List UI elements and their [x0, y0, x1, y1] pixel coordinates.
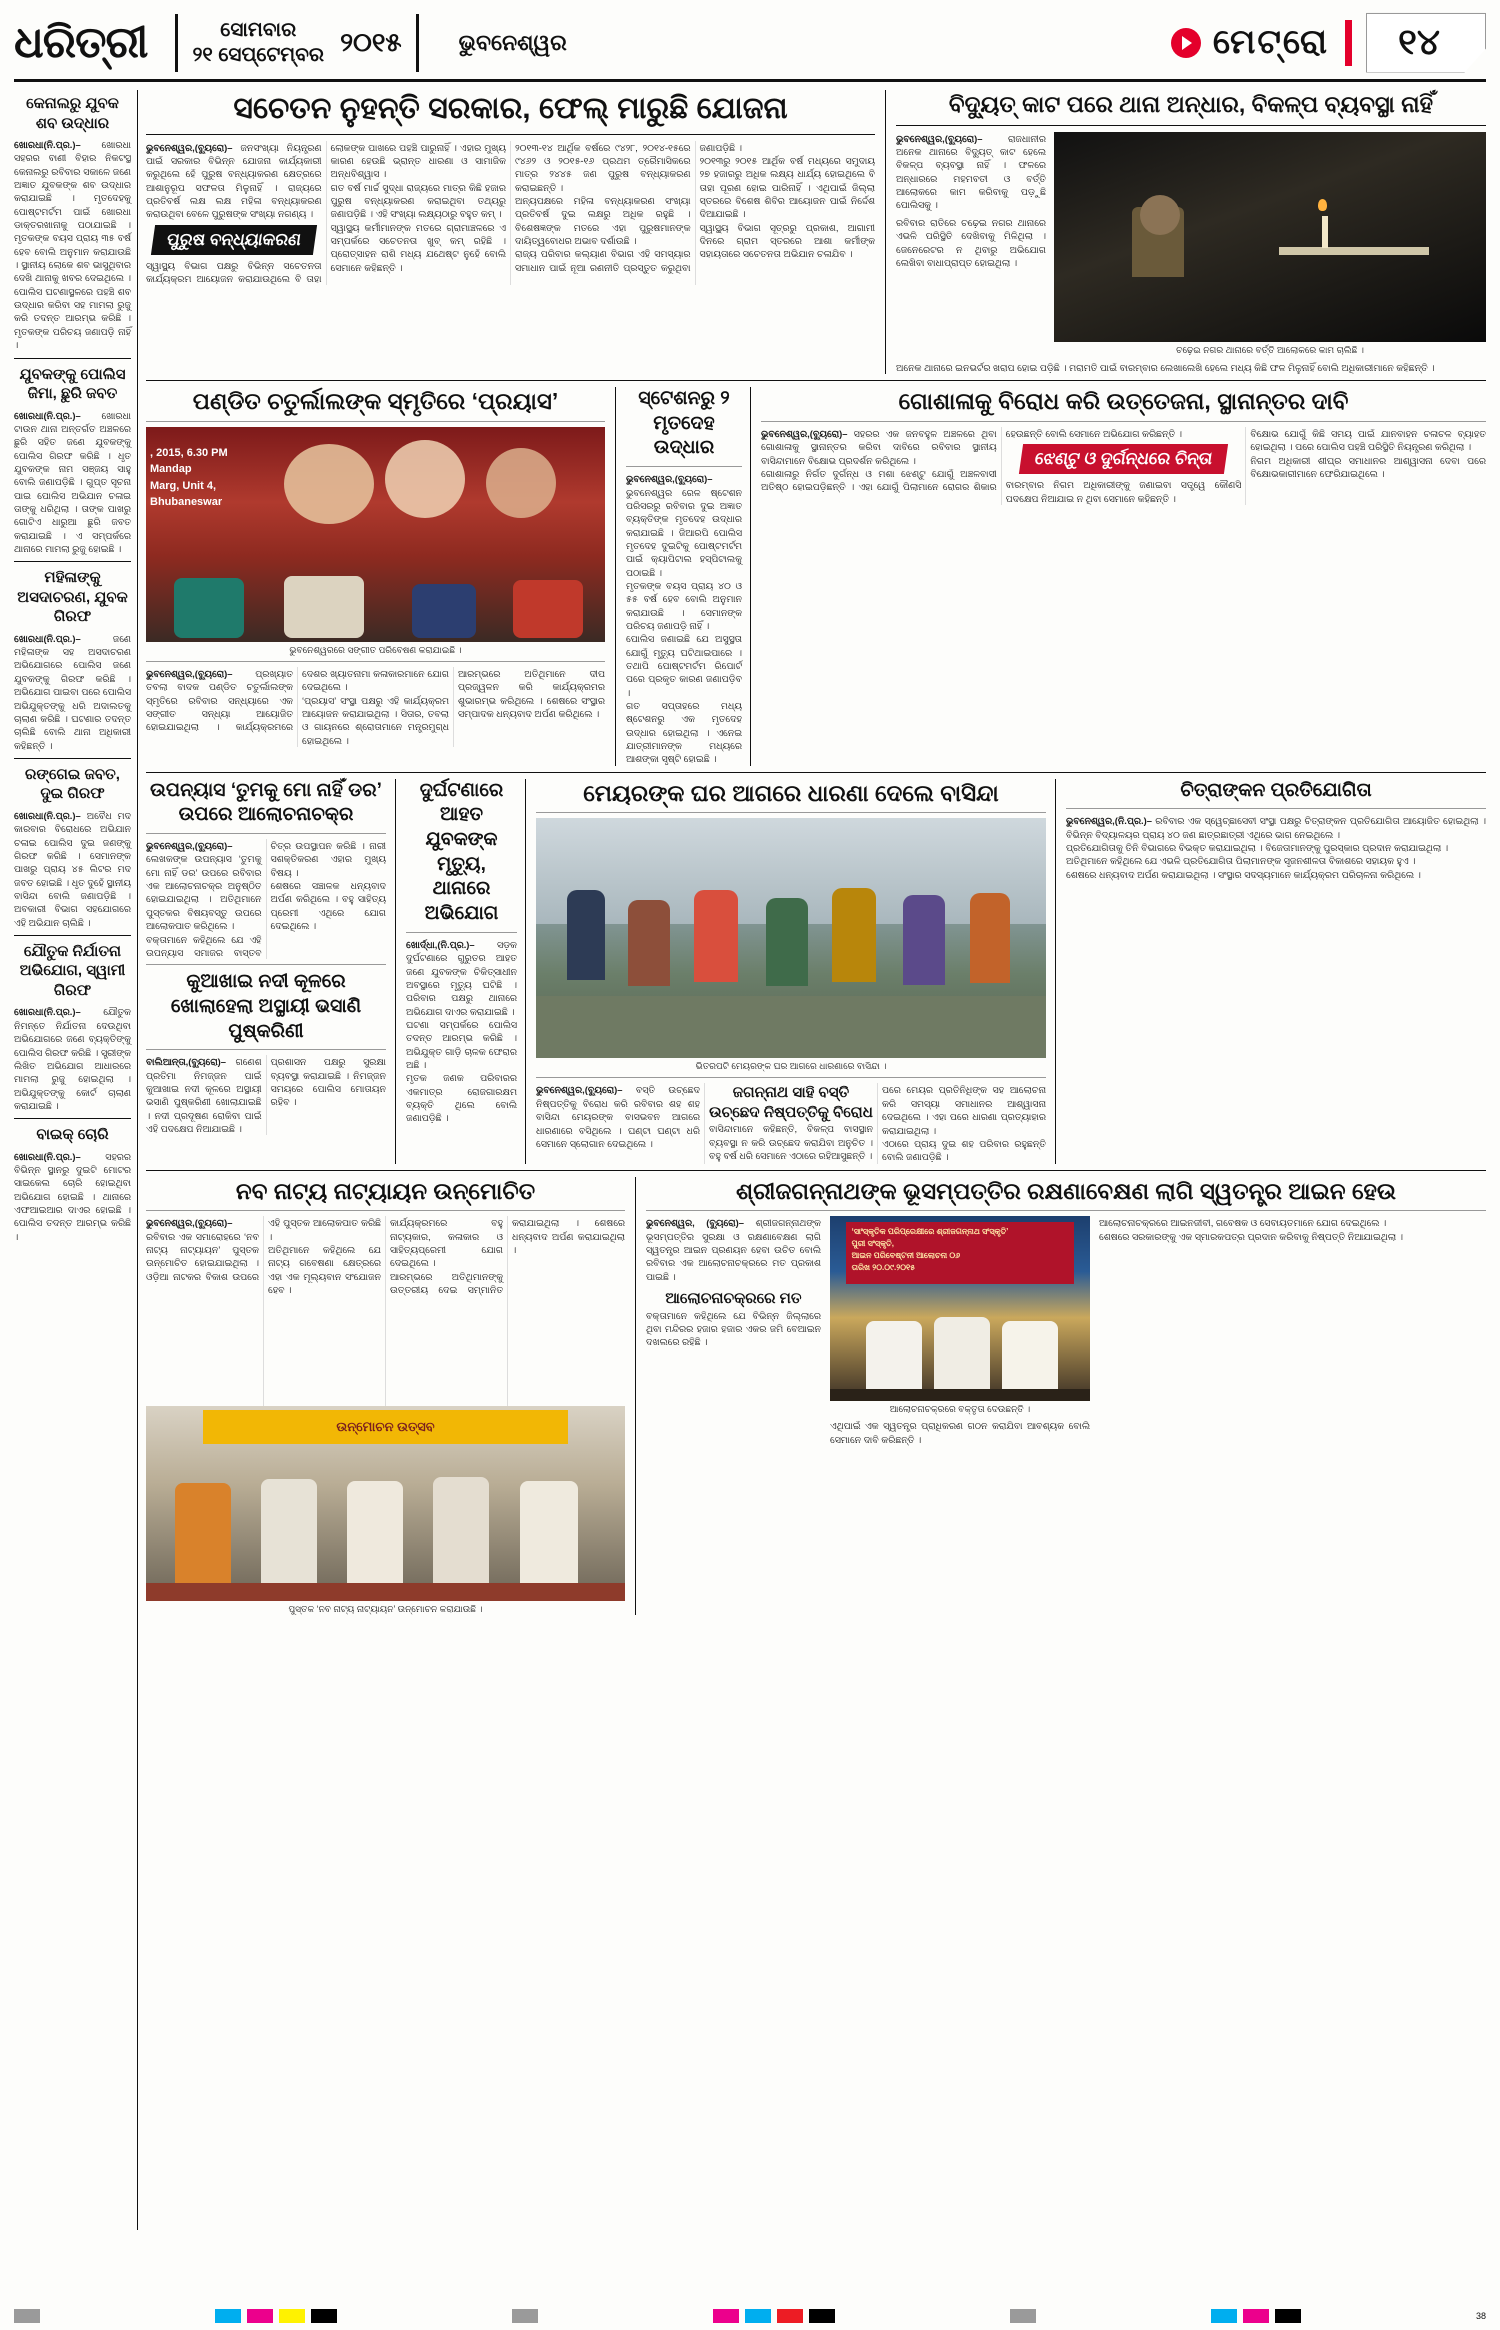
theatre-story [146, 1177, 636, 1616]
dateline: ଭୁବନେଶ୍ୱର,(ବ୍ୟୁରୋ)– [146, 840, 233, 852]
mayor-subheadline: ଜଗନ୍ନାଥ ସାହି ବସ୍ତି ଉଚ୍ଛେଦ ନିଷ୍ପତ୍ତିକୁ ବିରୋଧ [709, 1084, 873, 1121]
goshala-text: ବାରମ୍ବାର ନିଗମ ଅଧିକାରୀଙ୍କୁ ଜଣାଇବା ସତ୍ତ୍ୱେ କୌଣସି ପଦକ୍ଷେପ ନିଆଯାଇ ନ ଥିବା ସେମାନେ କହିଛନ୍ତି । [1005, 479, 1242, 504]
theatre-headline: ନବ ନାଟ୍ୟ ନାଟ୍ୟାୟନ ଉନ୍ମୋଚିତ [235, 1177, 536, 1204]
drown-para [406, 938, 517, 1018]
mayor-photo-caption: ଭିତରପଟି ମେୟରଙ୍କ ଘର ଆଗରେ ଧାରଣାରେ ବାସିନ୍ଦା । [695, 1061, 887, 1072]
dateline: ଭୁବନେଶ୍ୱର,(ବ୍ୟୁରୋ)– [626, 473, 713, 485]
dateline: ଖୋରଧା(ନି.ପ୍ର.)– [14, 1006, 81, 1018]
reg-swatch-magenta-2 [713, 2309, 739, 2323]
art-headline: ଚିତ୍ରାଙ୍କନ ପ୍ରତିଯୋଗିତା [1180, 779, 1372, 801]
newspaper-logo: ଧରିତ୍ରୀ [14, 17, 148, 67]
lead-text: ସ୍ୱାସ୍ଥ୍ୟ ବିଭାଗ ସୂତ୍ରରୁ ପ୍ରକାଶ, ଆଗାମୀ ଦିନରେ ଗ୍ରାମ ସ୍ତରରେ ଆଶା କର୍ମୀଙ୍କ ସହାୟତାରେ ସଚେତନତା ଅଭିଯାନ ଚଳାଯିବ । [699, 221, 875, 260]
brief-text: ଜଣେ ମହିଳାଙ୍କ ସହ ଅସଦାଚରଣ ଅଭିଯୋଗରେ ପୋଲିସ ଜଣେ ଯୁବକଙ୍କୁ ଗିରଫ କରିଛି । ଅଭିଯୋଗ ପାଇବା ପରେ ପୋଲିସ ଅଭିଯୁକ୍ତଙ୍କୁ ଧରି ଅଦାଲତକୁ ଚାଲାଣ କରିଛି । ଘଟଣାର ତଦନ୍ତ ଚାଲିଛି ବୋଲି ଥାନା ଅଧିକାରୀ କହିଛନ୍ତି । [14, 632, 131, 751]
power-story [896, 90, 1486, 374]
brief-body [14, 138, 131, 352]
reg-swatch-magenta-3 [1243, 2309, 1269, 2323]
art-text: ଶେଷରେ ଧନ୍ୟବାଦ ଅର୍ପଣ କରାଯାଇଥିଲା । ସଂସ୍ଥାର ସଦସ୍ୟମାନେ କାର୍ଯ୍ୟକ୍ରମ ପରିଚାଳନା କରିଥିଲେ । [1066, 868, 1421, 880]
goshala-text: ବିକ୍ଷୋଭ ଯୋଗୁଁ କିଛି ସମୟ ପାଇଁ ଯାନବାହନ ଚଳାଚଳ ବ୍ୟାହତ ହୋଇଥିଲା । ପରେ ପୋଲିସ ପହଞ୍ଚି ପରିସ୍ଥିତି ନିୟନ୍ତ୍ରଣ କରିଥିଲା । [1250, 427, 1486, 453]
brief-text: ଅବୈଧ ମଦ କାରବାର ବିରୋଧରେ ଅଭିଯାନ ଚଳାଇ ପୋଲିସ ଦୁଇ ଜଣଙ୍କୁ ଗିରଫ କରିଛି । ସେମାନଙ୍କ ପାଖରୁ ପ୍ରାୟ ୪୫ ଲିଟର ମଦ ଜବତ ହୋଇଛି । ଧୃତ ଦୁହେଁ ସ୍ଥାନୀୟ ବାସିନ୍ଦା ବୋଲି ଜଣାପଡ଼ିଛି । ଅବକାରୀ ବିଭାଗ ସହଯୋଗରେ ଏହି ଅଭିଯାନ ଚାଲିଛି । [14, 809, 132, 928]
brief-women [14, 568, 131, 752]
page-number: ୧୪ [1398, 20, 1440, 62]
lead-text: ୨୦୧୩ରୁ ୨୦୧୫ ଆର୍ଥିକ ବର୍ଷ ମଧ୍ୟରେ ସମୁଦାୟ ୨୭ ହଜାରରୁ ଅଧିକ ଲକ୍ଷ୍ୟ ଧାର୍ଯ୍ୟ ହୋଇଥିଲେ ବି ତାହା ପୂରଣ ହୋଇ ପାରିନାହିଁ । ଏଥିପାଇଁ ଜିଲ୍ଲା ସ୍ତରରେ ବିଶେଷ ଶିବିର ଆୟୋଜନ ପାଇଁ ନିର୍ଦ୍ଦେଶ ଦିଆଯାଇଛି । [699, 154, 875, 220]
brief-body [14, 409, 131, 556]
poster-line-2: Mandap [150, 463, 192, 476]
drown-text: ମୃତକ ଜଣକ ପରିବାରର ଏକମାତ୍ର ରୋଜଗାରକ୍ଷମ ବ୍ୟକ୍ତି ଥିଲେ ବୋଲି ଜଣାପଡ଼ିଛି । [406, 1072, 517, 1124]
concert-story [146, 387, 616, 766]
poster-line-1: , 2015, 6.30 PM [150, 446, 228, 459]
dateline: ଖୋର୍ଦ୍ଧା,(ନି.ପ୍ର.)– [406, 938, 475, 950]
lead-headline: ସଚେତନ ନୁହନ୍ତି ସରକାର, ଫେଲ୍ ମାରୁଛି ଯୋଜନା [233, 92, 788, 125]
masthead-day: ସୋମବାର [220, 18, 297, 41]
goshala-kicker-badge: ଝେଣ୍ଟୁ ଓ ଦୁର୍ଗନ୍ଧରେ ଚିନ୍ତା [1019, 444, 1228, 474]
masthead [14, 10, 1486, 82]
dateline: ଭୁବନେଶ୍ୱର,(ବ୍ୟୁରୋ)– [146, 1217, 233, 1229]
brief-text: ସହରର ବିଭିନ୍ନ ସ୍ଥାନରୁ ଦୁଇଟି ମୋଟର ସାଇକେଲ ଚୋରି ହୋଇଥିବା ଅଭିଯୋଗ ହୋଇଛି । ଥାନାରେ ଏଫଆଇଆର ଦାଏର ହୋଇଛି । ପୋଲିସ ତଦନ୍ତ ଆରମ୍ଭ କରିଛି । [14, 1150, 131, 1242]
river-body [146, 1055, 386, 1135]
dateline: ଭୁବନେଶ୍ୱର,(ବ୍ୟୁରୋ)– [761, 427, 848, 439]
temple-text: ଶେଷରେ ସରକାରଙ୍କୁ ଏକ ସ୍ମାରକପତ୍ର ପ୍ରଦାନ କରିବାକୁ ନିଷ୍ପତ୍ତି ନିଆଯାଇଥିଲା । [1099, 1230, 1403, 1242]
masthead-date-text: ୨୧ ସେପ୍ଟେମ୍ବର [192, 43, 325, 66]
lead-text: ସ୍ୱାସ୍ଥ୍ୟ ବିଭାଗ ପକ୍ଷରୁ ବିଭିନ୍ନ ସଚେତନତା କାର୍ଯ୍ୟକ୍ରମ ଆୟୋଜନ କରାଯାଉଥିଲେ ବି ତାହା ଲୋକଙ୍କ ପାଖରେ ପହଞ୍ଚି ପାରୁନାହିଁ । ଏହାର ମୁଖ୍ୟ କାରଣ ହେଉଛି ଭ୍ରାନ୍ତ ଧାରଣା ଓ ସାମାଜିକ ଅନ୍ଧବିଶ୍ୱାସ । [146, 141, 506, 284]
brief-headline: ବାଇକ୍ ଚୋରି [36, 1126, 109, 1144]
power-text: ରବିବାର ରାତିରେ ଚଢ଼େଇ ନଗର ଥାନାରେ ଏଭଳି ପରିସ୍ଥିତି ଦେଖିବାକୁ ମିଳିଥିଲା । ଜେନେରେଟର ନ ଥିବାରୁ ଅଭିଯୋଗ ଲେଖିବା ବାଧାପ୍ରାପ୍ତ ହୋଇଥିଲା । [896, 216, 1046, 268]
novel-text: ବକ୍ତାମାନେ କହିଥିଲେ ଯେ ଏହି ଉପନ୍ୟାସ ସମାଜର ବାସ୍ତବ ଚିତ୍ର ଉପସ୍ଥାପନ କରିଛି । ନାରୀ ସଶକ୍ତିକରଣ ଏହାର ମୁଖ୍ୟ ବିଷୟ । [146, 840, 386, 958]
dateline: ଭୁବନେଶ୍ୱର, (ବ୍ୟୁରୋ)– [646, 1217, 744, 1229]
novel-body [146, 839, 386, 959]
mortuary-story [626, 387, 751, 766]
brief-liquor [14, 765, 131, 929]
lead-kicker-badge: ପୁରୁଷ ବନ୍ଧ୍ୟାକରଣ [151, 225, 317, 255]
mayor-text: ବସ୍ତି ଉଚ୍ଛେଦ ନିଷ୍ପତ୍ତିକୁ ବିରୋଧ କରି ରବିବାର ଶହ ଶହ ବାସିନ୍ଦା ମେୟରଙ୍କ ବାସଭବନ ଆଗରେ ଧାରଣାରେ ବସିଥିଲେ । ଘଣ୍ଟା ଘଣ୍ଟା ଧରି ସେମାନେ ସ୍ଲୋଗାନ ଦେଇଥିଲେ । [536, 1084, 700, 1149]
poster-line-4: Bhubaneswar [150, 496, 223, 509]
lead-kicker-wrap [146, 221, 322, 259]
brief-headline: ଯୁବକଙ୍କୁ ପୋଲିସ ଜିମା, ଛୁରି ଜବତ [19, 365, 126, 402]
power-text: ଅନେକ ଥାନାରେ ଇନଭର୍ଟର ଖରାପ ହୋଇ ପଡ଼ିଛି । ମରାମତି ପାଇଁ ବାରମ୍ବାର ଲେଖାଲେଖି ହେଲେ ମଧ୍ୟ କିଛି ଫଳ ମିଳୁନାହିଁ ବୋଲି ଅଧିକାରୀମାନେ କହିଛନ୍ତି । [896, 361, 1435, 373]
dateline: ଖୋରଧା(ନି.ପ୍ର.)– [14, 632, 81, 644]
mayor-story [536, 779, 1056, 1164]
page-content [14, 90, 1486, 2230]
goshala-text: ସହରର ଏକ ଜନବହୁଳ ଅଞ୍ଚଳରେ ଥିବା ଗୋଶାଳାକୁ ସ୍ଥାନାନ୍ତର କରିବା ଦାବିରେ ରବିବାର ସ୍ଥାନୀୟ ବାସିନ୍ଦାମାନେ ବିକ୍ଷୋଭ ପ୍ରଦର୍ଶନ କରିଥିଲେ । [761, 427, 997, 466]
dateline: ଖୋରଧା(ନି.ପ୍ର.)– [14, 1150, 81, 1162]
temple-story [646, 1177, 1486, 1616]
art-text: ରବିବାର ଏକ ସ୍ୱେଚ୍ଛାସେବୀ ସଂସ୍ଥା ପକ୍ଷରୁ ଚିତ୍ରାଙ୍କନ ପ୍ରତିଯୋଗିତା ଆୟୋଜିତ ହୋଇଥିଲା । ବିଭିନ୍ନ ବିଦ୍ୟାଳୟର ପ୍ରାୟ ୪୦ ଜଣ ଛାତ୍ରଛାତ୍ରୀ ଏଥିରେ ଭାଗ ନେଇଥିଲେ । [1066, 815, 1486, 840]
section-name: ମେଟ୍ରୋ [1212, 23, 1329, 61]
brief-body [14, 632, 131, 752]
mayor-text: ଏଠାରେ ପ୍ରାୟ ଦୁଇ ଶହ ପରିବାର ରହୁଛନ୍ତି ବୋଲି ଜଣାପଡ଼ିଛି । [882, 1137, 1046, 1163]
lead-text: ସ୍ୱାସ୍ଥ୍ୟ କର୍ମୀମାନଙ୍କ ମତରେ ଗ୍ରାମାଞ୍ଚଳରେ ଏ ସମ୍ପର୍କରେ ସଚେତନତା ଖୁବ୍ କମ୍ ରହିଛି । ପ୍ରୋତ୍ସାହନ ରାଶି ମଧ୍ୟ ଯଥେଷ୍ଟ ନୁହେଁ ବୋଲି ସେମାନେ କହିଛନ୍ତି । [330, 221, 506, 273]
temple-photo [830, 1216, 1090, 1401]
drown-text: ସଡ଼କ ଦୁର୍ଘଟଣାରେ ଗୁରୁତର ଆହତ ଜଣେ ଯୁବକଙ୍କ ଚିକିତ୍ସାଧୀନ ଅବସ୍ଥାରେ ମୃତ୍ୟୁ ଘଟିଛି । ପରିବାର ପକ୍ଷରୁ ଥାନାରେ ଅଭିଯୋଗ ଦାଏର କରାଯାଇଛି । [406, 938, 517, 1017]
drown-headline: ଦୁର୍ଘଟଣାରେ ଆହତ ଯୁବକଙ୍କ ମୃତ୍ୟୁ, ଥାନାରେ ଅଭିଯୋଗ [419, 779, 504, 925]
masthead-date [192, 18, 324, 68]
brief-text: ଖୋରଧା ଟାଉନ ଥାନା ଅନ୍ତର୍ଗତ ଅଞ୍ଚଳରେ ଛୁରି ସହିତ ଜଣେ ଯୁବକଙ୍କୁ ପୋଲିସ ଗିରଫ କରିଛି । ଧୃତ ଯୁବକଙ୍କ ନାମ ସଞ୍ଜୟ ସାହୁ ବୋଲି ଜଣାପଡ଼ିଛି । ଗୁପ୍ତ ସୂଚନା ପାଇ ପୋଲିସ ଅଭିଯାନ ଚଳାଇ ତାଙ୍କୁ ଧରିଥିଲା । ତାଙ୍କ ପାଖରୁ ଗୋଟିଏ ଧାରୁଆ ଛୁରି ଜବତ କରାଯାଇଛି । ଏ ସମ୍ପର୍କରେ ଥାନାରେ ମାମଲା ରୁଜୁ ହୋଇଛି । [14, 409, 131, 554]
temple-photo-caption: ଆଲୋଚନାଚକ୍ରରେ ବକ୍ତୃତା ଦେଉଛନ୍ତି । [889, 1404, 1031, 1415]
reg-swatch-grey [14, 2309, 40, 2323]
mortuary-para [626, 472, 742, 579]
temple-subheadline: ଆଲୋଚନାଚକ୍ରରେ ମତ [665, 1290, 802, 1307]
poster-line-3: Marg, Unit 4, [150, 479, 217, 492]
lead-story [146, 90, 886, 374]
dateline: ଭୁବନେଶ୍ୱର,(ବ୍ୟୁରୋ)– [146, 667, 233, 679]
novel-text: ଶେଷରେ ସଞ୍ଚାଳକ ଧନ୍ୟବାଦ ଅର୍ପଣ କରିଥିଲେ । ବହୁ ସାହିତ୍ୟ ପ୍ରେମୀ ଏଥିରେ ଯୋଗ ଦେଇଥିଲେ । [270, 880, 386, 932]
reg-swatch-yellow [279, 2309, 305, 2323]
row-second [146, 387, 1486, 766]
brief-body [14, 1150, 131, 1243]
temple-headline: ଶ୍ରୀଜଗନ୍ନାଥଙ୍କ ଭୂସମ୍ପତ୍ତିର ରକ୍ଷଣାବେକ୍ଷଣ ଲାଗି ସ୍ୱତନ୍ତ୍ର ଆଇନ ହେଉ [735, 1177, 1397, 1204]
lead-text: ଗତ ବର୍ଷ ମାର୍ଚ୍ଚ ସୁଦ୍ଧା ରାଜ୍ୟରେ ମାତ୍ର କିଛି ହଜାର ପୁରୁଷ ବନ୍ଧ୍ୟାକରଣ କରାଇଥିବା ତଥ୍ୟରୁ ଜଣାପଡ଼ିଛି । ଏହି ସଂଖ୍ୟା ଲକ୍ଷ୍ୟଠାରୁ ବହୁତ କମ୍ । [330, 181, 506, 220]
page-number-badge [1366, 13, 1486, 73]
row-third [146, 779, 1486, 1164]
brief-bike [14, 1125, 131, 1243]
banner-line-3: ଆଇନ ପରିବେଷ୍ଟନୀ ଆଲୋଚନା ୦୬ [851, 1251, 961, 1261]
mayor-body [536, 1083, 1046, 1163]
dateline: ଭୁବନେଶ୍ୱର,(ନି.ପ୍ର.)– [1066, 815, 1152, 827]
lead-text: ଅନ୍ୟପକ୍ଷରେ ମହିଳା ବନ୍ଧ୍ୟାକରଣ ସଂଖ୍ୟା ପ୍ରତିବର୍ଷ ଦୁଇ ଲକ୍ଷରୁ ଅଧିକ ରହୁଛି । ବିଶେଷଜ୍ଞଙ୍କ ମତରେ ଏହା ପୁରୁଷମାନଙ୍କ ଦାୟିତ୍ୱବୋଧର ଅଭାବ ଦର୍ଶାଉଛି । [515, 194, 691, 246]
reg-swatch-red [777, 2309, 803, 2323]
goshala-body [761, 427, 1486, 505]
reg-swatch-black-3 [1275, 2309, 1301, 2323]
reg-swatch-grey-3 [1010, 2309, 1036, 2323]
dateline: ଖୋରଧା(ନି.ପ୍ର.)– [14, 409, 81, 421]
river-text: ପ୍ରଶାସନ ପକ୍ଷରୁ ସୁରକ୍ଷା ବ୍ୟବସ୍ଥା କରାଯାଇଛି । ନିମଜ୍ଜନ ସମୟରେ ପୋଲିସ ମୋତାୟନ ରହିବ । [270, 1056, 386, 1108]
row-top [146, 90, 1486, 374]
mayor-text: ପରେ ମେୟର ପ୍ରତିନିଧିଙ୍କ ସହ ଆଲୋଚନା କରି ସମସ୍ୟା ସମାଧାନର ଆଶ୍ୱାସନା ଦେଇଥିଲେ । ଏହା ପରେ ଧାରଣା ପ୍ରତ୍ୟାହାର କରାଯାଇଥିଲା । [882, 1084, 1046, 1136]
temple-text: ଆଲୋଚନାଚକ୍ରରେ ଆଇନଜୀବୀ, ଗବେଷକ ଓ ସେବାୟତମାନେ ଯୋଗ ଦେଇଥିଲେ । [1099, 1217, 1387, 1229]
lead-text: ଜନସଂଖ୍ୟା ନିୟନ୍ତ୍ରଣ ପାଇଁ ସରକାର ବିଭିନ୍ନ ଯୋଜନା କାର୍ଯ୍ୟକାରୀ କରୁଥିଲେ ହେଁ ପୁରୁଷ ବନ୍ଧ୍ୟାକରଣ କ୍ଷେତ୍ରରେ ଆଶାନୁରୂପ ସଫଳତା ମିଳୁନାହିଁ । ରାଜ୍ୟରେ ପ୍ରତିବର୍ଷ ଲକ୍ଷ ଲକ୍ଷ ମହିଳା ବନ୍ଧ୍ୟାକରଣ କରାଉଥିବା ବେଳେ ପୁରୁଷଙ୍କ ସଂଖ୍ୟା ନଗଣ୍ୟ । [146, 141, 322, 220]
power-photo-caption: ଚଢ଼େଇ ନଗର ଥାନାରେ ବର୍ତ୍ତି ଆଲୋକରେ କାମ ଚାଲିଛି । [1176, 344, 1364, 355]
dateline: ଖୋରଧା(ନି.ପ୍ର.)– [14, 139, 81, 150]
lead-para [146, 141, 322, 221]
lead-body [146, 141, 875, 286]
goshala-text: ନିଗମ ଅଧିକାରୀ ଶୀଘ୍ର ସମାଧାନର ଆଶ୍ୱାସନା ଦେବା ପରେ ବିକ୍ଷୋଭକାରୀମାନେ ଫେରିଯାଇଥିଲେ । [1250, 454, 1486, 479]
masthead-divider [175, 14, 178, 72]
mortuary-text: ଭୁବନେଶ୍ୱର ରେଳ ଷ୍ଟେଶନ ପରିସରରୁ ରବିବାର ଦୁଇ ଅଜ୍ଞାତ ବ୍ୟକ୍ତିଙ୍କ ମୃତଦେହ ଉଦ୍ଧାର କରାଯାଇଛି । ଜିଆରପି ପୋଲିସ ମୃତଦେହ ଦୁଇଟିକୁ ପୋଷ୍ଟମର୍ଟମ ପାଇଁ କ୍ୟାପିଟାଲ ହସ୍ପିଟାଲକୁ ପଠାଇଛି । [626, 486, 742, 578]
brief-body [14, 809, 131, 929]
theatre-body [146, 1216, 625, 1406]
theatre-photo [146, 1406, 625, 1601]
brief-headline: ମହିଳାଙ୍କୁ ଅସଦାଚରଣ, ଯୁବକ ଗିରଫ [17, 569, 128, 626]
art-text: ଅତିଥିମାନେ କହିଥିଲେ ଯେ ଏଭଳି ପ୍ରତିଯୋଗିତା ପିଲାମାନଙ୍କ ସୃଜନଶୀଳତା ବିକାଶରେ ସହାୟକ ହୁଏ । [1066, 855, 1416, 867]
goshala-para [761, 427, 997, 467]
play-icon [1171, 28, 1201, 58]
theatre-text: କାର୍ଯ୍ୟକ୍ରମରେ ବହୁ ନାଟ୍ୟକାର, କଳାକାର ଓ ସାହିତ୍ୟପ୍ରେମୀ ଯୋଗ ଦେଇଥିଲେ । [390, 1217, 503, 1269]
brief-body [14, 1005, 131, 1112]
left-rail [14, 90, 138, 2230]
theatre-photo-caption: ପୁସ୍ତକ ‘ନବ ନାଟ୍ୟ ନାଟ୍ୟାୟନ’ ଉନ୍ମୋଚନ କରାଯାଉଛି । [288, 1604, 483, 1615]
dateline: ଖୋରଧା(ନି.ପ୍ର.)– [14, 809, 81, 821]
brief-headline: ଯୌତୁକ ନିର୍ଯାତନା ଅଭିଯୋଗ, ସ୍ୱାମୀ ଗିରଫ [19, 942, 126, 999]
art-para [1066, 814, 1486, 841]
theatre-text: ରବିବାର ଏକ ସମାରୋହରେ ‘ନବ ନାଟ୍ୟ ନାଟ୍ୟାୟନ’ ପୁସ୍ତକ ଉନ୍ମୋଚିତ ହୋଇଯାଇଥିଲା । ଓଡ଼ିଆ ନାଟକର ବିକାଶ ଉପରେ ଏହି ପୁସ୍ତକ ଆଲୋକପାତ କରିଛି । [146, 1217, 381, 1282]
temple-para [646, 1216, 821, 1283]
mortuary-headline: ସ୍ଟେଶନରୁ ୨ ମୃତଦେହ ଉଦ୍ଧାର [638, 388, 730, 459]
mayor-photo [536, 818, 1046, 1058]
brief-headline: କେନାଲରୁ ଯୁବକ ଶବ ଉଦ୍ଧାର [26, 95, 119, 132]
temple-text: ବକ୍ତାମାନେ କହିଥିଲେ ଯେ ବିଭିନ୍ନ ଜିଲ୍ଲାରେ ଥିବା ମନ୍ଦିରର ହଜାର ହଜାର ଏକର ଜମି ବେଆଇନ ଦଖଲରେ ରହିଛି । [646, 1309, 821, 1348]
reg-swatch-cyan-2 [745, 2309, 771, 2323]
concert-text: ଆରମ୍ଭରେ ଅତିଥିମାନେ ଦୀପ ପ୍ରଜ୍ୱଳନ କରି କାର୍ଯ୍ୟକ୍ରମର ଶୁଭାରମ୍ଭ କରିଥିଲେ । ଶେଷରେ ସଂସ୍ଥାର ସମ୍ପାଦକ ଧନ୍ୟବାଦ ଅର୍ପଣ କରିଥିଲେ । [458, 667, 605, 719]
temple-text: ଏଥିପାଇଁ ଏକ ସ୍ୱତନ୍ତ୍ର ପ୍ରାଧିକରଣ ଗଠନ କରାଯିବା ଆବଶ୍ୟକ ବୋଲି ସେମାନେ ଦାବି କରିଛନ୍ତି । [830, 1420, 1090, 1445]
novel-story [146, 779, 396, 1164]
banner-line-4: ତାରିଖ ୨୦.୦୯.୨୦୧୫ [851, 1263, 916, 1273]
power-photo [1054, 132, 1486, 342]
novel-para [146, 839, 262, 932]
page-footer-mark: 38 [1476, 2311, 1487, 2321]
power-text: ରାଜଧାନୀର ଅନେକ ଥାନାରେ ବିଦ୍ୟୁତ୍ କାଟ ହେଲେ ବିକଳ୍ପ ବ୍ୟବସ୍ଥା ନାହିଁ । ଫଳରେ ଅନ୍ଧାରରେ ମହମବତୀ ଓ ବର୍ତ୍ତି ଆଲୋକରେ କାମ କରିବାକୁ ପଡ଼ୁଛି ପୋଲିସକୁ । [896, 132, 1046, 211]
power-para [896, 132, 1046, 212]
lead-text: ୨୦୧୩-୧୪ ଆର୍ଥିକ ବର୍ଷରେ ୯୪୨୮, ୨୦୧୪-୧୫ରେ ୯୪୬୨ ଓ ୨୦୧୫-୧୬ ପ୍ରଥମ ତ୍ରୈମାସିକରେ ମାତ୍ର ୨୪୪୫ ଜଣ ପୁରୁଷ ବନ୍ଧ୍ୟାକରଣ କରାଇଛନ୍ତି । [515, 141, 691, 193]
concert-text: ‘ପ୍ରୟାସ’ ସଂସ୍ଥା ପକ୍ଷରୁ ଏହି କାର୍ଯ୍ୟକ୍ରମ ଆୟୋଜନ କରାଯାଇଥିଲା । ସିତାର, ତବଲା ଓ ଗାୟନରେ ଶ୍ରୋତାମାନେ ମନ୍ତ୍ରମୁଗ୍ଧ ହୋଇଥିଲେ । [302, 694, 449, 746]
brief-text: ଖୋରଧା ସହରର ବାଣୀ ବିହାର ନିକଟସ୍ଥ କେନାଲରୁ ରବିବାର ସକାଳେ ଜଣେ ଅଜ୍ଞାତ ଯୁବକଙ୍କ ଶବ ଉଦ୍ଧାର କରାଯାଇଛି । ମୃତଦେହକୁ ପୋଷ୍ଟମର୍ଟମ ପାଇଁ ଖୋରଧା ଡାକ୍ତରଖାନାକୁ ପଠାଯାଇଛି । ମୃତକଙ୍କ ବୟସ ପ୍ରାୟ ୩୫ ବର୍ଷ ହେବ ବୋଲି ଅନୁମାନ କରାଯାଉଛି । ସ୍ଥାନୀୟ ଲୋକେ ଶବ ଭାସୁଥିବାର ଦେଖି ଥାନାକୁ ଖବର ଦେଇଥିଲେ । ପୋଲିସ ଘଟଣାସ୍ଥଳରେ ପହଞ୍ଚି ଶବ ଉଦ୍ଧାର କରିବା ସହ ମାମଲା ରୁଜୁ କରି ତଦନ୍ତ ଆରମ୍ଭ କରିଛି । ମୃତକଙ୍କ ପରିଚୟ ଜଣାପଡ଼ି ନାହିଁ । [14, 139, 131, 351]
art-text: ପ୍ରତିଯୋଗିତାକୁ ତିନି ବିଭାଗରେ ବିଭକ୍ତ କରାଯାଇଥିଲା । ବିଜେତାମାନଙ୍କୁ ପୁରସ୍କାର ପ୍ରଦାନ କରାଯାଇଥିଲା । [1066, 842, 1449, 854]
concert-body [146, 667, 605, 747]
color-registration-bar [14, 2308, 1486, 2324]
banner-line-1: ‘ସାଂସ୍କୃତିକ ପରିପ୍ରେକ୍ଷୀରେ ଶ୍ରୀଜଗନ୍ନାଥ ସଂସ୍କୃତି’ [851, 1227, 1009, 1237]
reg-swatch-grey-2 [512, 2309, 538, 2323]
mortuary-text: ପୋଲିସ ଜଣାଇଛି ଯେ ଅସୁସ୍ଥତା ଯୋଗୁଁ ମୃତ୍ୟୁ ଘଟିଥାଇପାରେ । ତଥାପି ପୋଷ୍ଟମର୍ଟମ ରିପୋର୍ଟ ପରେ ପ୍ରକୃତ କାରଣ ଜଣାପଡ଼ିବ । [626, 633, 742, 698]
section-header [1171, 23, 1329, 62]
novel-text: ଲେଖକଙ୍କ ଉପନ୍ୟାସ ‘ତୁମକୁ ମୋ ନାହିଁ ଡର’ ଉପରେ ରବିବାର ଏକ ଆଲୋଚନାଚକ୍ର ଅନୁଷ୍ଠିତ ହୋଇଯାଇଥିଲା । ଅତିଥିମାନେ ପୁସ୍ତକର ବିଷୟବସ୍ତୁ ଉପରେ ଆଲୋକପାତ କରିଥିଲେ । [146, 853, 262, 932]
concert-headline: ପଣ୍ଡିତ ଚତୁର୍ଲାଲଙ୍କ ସ୍ମୃତିରେ ‘ପ୍ରୟାସ’ [192, 388, 559, 415]
goshala-text: ଗୋଶାଳାରୁ ନିର୍ଗତ ଦୁର୍ଗନ୍ଧ ଓ ମଶା ଝେଣ୍ଟୁ ଯୋଗୁଁ ଅଞ୍ଚଳବାସୀ ଅତିଷ୍ଠ ହୋଇପଡ଼ିଛନ୍ତି । ଏହା ଯୋଗୁଁ ପିଲାମାନେ ରୋଗର ଶିକାର ହେଉଛନ୍ତି ବୋଲି ସେମାନେ ଅଭିଯୋଗ କରିଛନ୍ତି । [761, 427, 1182, 493]
mayor-headline: ମେୟରଙ୍କ ଘର ଆଗରେ ଧାରଣା ଦେଲେ ବାସିନ୍ଦା [583, 779, 999, 806]
goshala-story [761, 387, 1486, 766]
reg-swatch-cyan [215, 2309, 241, 2323]
row-bottom [146, 1177, 1486, 1616]
brief-kenal [14, 94, 131, 352]
temple-text: ଶ୍ରୀଜଗନ୍ନାଥଙ୍କ ଭୂସମ୍ପତ୍ତିର ସୁରକ୍ଷା ଓ ରକ୍ଷଣାବେକ୍ଷଣ ଲାଗି ସ୍ୱତନ୍ତ୍ର ଆଇନ ପ୍ରଣୟନ ହେବା ଉଚିତ ବୋଲି ରବିବାର ଏକ ଆଲୋଚନାଚକ୍ରରେ ମତ ପ୍ରକାଶ ପାଇଛି । [646, 1217, 821, 1282]
goshala-kicker-wrap [1006, 440, 1242, 478]
dateline: ବାଲିଆନ୍ତା,(ବ୍ୟୁରୋ)– [146, 1056, 227, 1068]
brief-dowry [14, 942, 131, 1112]
river-text: ଗଣେଶ ପ୍ରତିମା ନିମଜ୍ଜନ ପାଇଁ କୁଆଖାଇ ନଦୀ କୂଳରେ ଅସ୍ଥାୟୀ ଭସାଣି ପୁଷ୍କରିଣୀ ଖୋଲାଯାଇଛି । ନଦୀ ପ୍ରଦୂଷଣ ରୋକିବା ପାଇଁ ଏହି ପଦକ୍ଷେପ ନିଆଯାଇଛି । [146, 1056, 262, 1134]
dateline: ଭୁବନେଶ୍ୱର,(ବ୍ୟୁରୋ)– [146, 141, 233, 153]
banner-line-2: ପୁରୀ ସଂସ୍କୃତି, [851, 1239, 894, 1249]
goshala-headline: ଗୋଶାଳାକୁ ବିରୋଧ କରି ଉତ୍ତେଜନା, ସ୍ଥାନାନ୍ତର ଦାବି [898, 388, 1349, 415]
reg-swatch-magenta [247, 2309, 273, 2323]
mortuary-text: ମୃତକଙ୍କ ବୟସ ପ୍ରାୟ ୪୦ ଓ ୫୫ ବର୍ଷ ହେବ ବୋଲି ଅନୁମାନ କରାଯାଉଛି । ସେମାନଙ୍କ ପରିଚୟ ଜଣାପଡ଼ି ନାହିଁ । [626, 579, 742, 631]
drown-story [406, 779, 526, 1164]
concert-photo [146, 427, 605, 642]
reg-swatch-black [311, 2309, 337, 2323]
mortuary-text: ଗତ ସପ୍ତାହରେ ମଧ୍ୟ ଷ୍ଟେଶନରୁ ଏକ ମୃତଦେହ ଉଦ୍ଧାର ହୋଇଥିଲା । ଏନେଇ ଯାତ୍ରୀମାନଙ୍କ ମଧ୍ୟରେ ଆଶଙ୍କା ସୃଷ୍ଟି ହୋଇଛି । [626, 700, 742, 765]
lead-text: ରାଜ୍ୟ ପରିବାର କଲ୍ୟାଣ ବିଭାଗ ଏହି ସମସ୍ୟାର ସମାଧାନ ପାଇଁ ନୂଆ ରଣନୀତି ପ୍ରସ୍ତୁତ କରୁଥିବା ଜଣାପଡ଼ିଛି । [515, 141, 742, 273]
mayor-para [536, 1083, 700, 1150]
masthead-city: ଭୁବନେଶ୍ୱର [458, 29, 567, 55]
dateline: ଭୁବନେଶ୍ୱର,(ବ୍ୟୁରୋ)– [536, 1084, 623, 1096]
mayor-text: ବାସିନ୍ଦାମାନେ କହିଛନ୍ତି, ବିକଳ୍ପ ବାସସ୍ଥାନ ବ୍ୟବସ୍ଥା ନ କରି ଉଚ୍ଛେଦ କରାଯିବା ଅନୁଚିତ । ବହୁ ବର୍ଷ ଧରି ସେମାନେ ଏଠାରେ ରହିଆସୁଛନ୍ତି । [709, 1123, 873, 1162]
drown-text: ଘଟଣା ସମ୍ପର୍କରେ ପୋଲିସ ତଦନ୍ତ ଆରମ୍ଭ କରିଛି । ଅଭିଯୁକ୍ତ ଗାଡ଼ି ଚାଳକ ଫେରାର ଅଛି । [406, 1018, 517, 1070]
brief-police [14, 365, 131, 556]
concert-text: ପ୍ରଖ୍ୟାତ ତବଲା ବାଦକ ପଣ୍ଡିତ ଚତୁର୍ଲାଲଙ୍କ ସ୍ମୃତିରେ ରବିବାର ସନ୍ଧ୍ୟାରେ ଏକ ସଙ୍ଗୀତ ସନ୍ଧ୍ୟା ଆୟୋଜିତ ହୋଇଯାଇଥିଲା । କାର୍ଯ୍ୟକ୍ରମରେ ଦେଶର ଖ୍ୟାତନାମା କଳାକାରମାନେ ଯୋଗ ଦେଇଥିଲେ । [146, 667, 449, 733]
theatre-text: ଅତିଥିମାନେ କହିଥିଲେ ଯେ ନାଟ୍ୟ ଗବେଷଣା କ୍ଷେତ୍ରରେ ଏହା ଏକ ମୂଲ୍ୟବାନ ସଂଯୋଜନ ହେବ । [268, 1243, 381, 1295]
power-headline: ବିଦ୍ୟୁତ୍ କାଟ ପରେ ଥାନା ଅନ୍ଧାର, ବିକଳ୍ପ ବ୍ୟବସ୍ଥା ନାହିଁ [948, 91, 1434, 117]
dateline: ଭୁବନେଶ୍ୱର,(ବ୍ୟୁରୋ)– [896, 132, 983, 144]
theatre-text: ଆରମ୍ଭରେ ଅତିଥିମାନଙ୍କୁ ଉତ୍ତରୀୟ ଦେଇ ସମ୍ମାନିତ କରାଯାଇଥିଲା । ଶେଷରେ ଧନ୍ୟବାଦ ଅର୍ପଣ କରାଯାଇଥିଲା । [390, 1217, 625, 1295]
theatre-poster-title: ଉନ୍ମୋଚନ ଉତ୍ସବ [203, 1410, 567, 1444]
brief-text: ଯୌତୁକ ନିମନ୍ତେ ନିର୍ଯାତନା ଦେଉଥିବା ଅଭିଯୋଗରେ ଜଣେ ବ୍ୟକ୍ତିଙ୍କୁ ପୋଲିସ ଗିରଫ କରିଛି । ସ୍ତ୍ରୀଙ୍କ ଲିଖିତ ଅଭିଯୋଗ ଆଧାରରେ ମାମଲା ରୁଜୁ ହୋଇଥିଲା । ଅଭିଯୁକ୍ତଙ୍କୁ କୋର୍ଟ ଚାଲାଣ କରାଯାଇଛି । [14, 1006, 131, 1111]
accent-bar [1345, 20, 1352, 66]
masthead-divider-2 [416, 14, 419, 72]
art-story [1066, 779, 1486, 1164]
reg-swatch-black-2 [809, 2309, 835, 2323]
concert-photo-caption: ଭୁବନେଶ୍ୱରରେ ସଙ୍ଗୀତ ପରିବେଷଣ କରାଯାଇଛି । [289, 644, 462, 655]
river-para [146, 1055, 262, 1135]
brief-headline: ରଙ୍ଗେଇ ଜବତ, ଦୁଇ ଗିରଫ [25, 765, 120, 803]
reg-swatch-cyan-3 [1211, 2309, 1237, 2323]
river-headline: କୁଆଖାଇ ନଦୀ କୂଳରେ ଖୋଲାହେଲା ଅସ୍ଥାୟୀ ଭସାଣି ପୁଷ୍କରିଣୀ [170, 971, 362, 1042]
masthead-year: ୨୦୧୫ [340, 26, 402, 57]
novel-headline: ଉପନ୍ୟାସ ‘ତୁମକୁ ମୋ ନାହିଁ ଡର’ ଉପରେ ଆଲୋଚନାଚକ୍ର [150, 779, 382, 826]
main-area [146, 90, 1486, 2230]
